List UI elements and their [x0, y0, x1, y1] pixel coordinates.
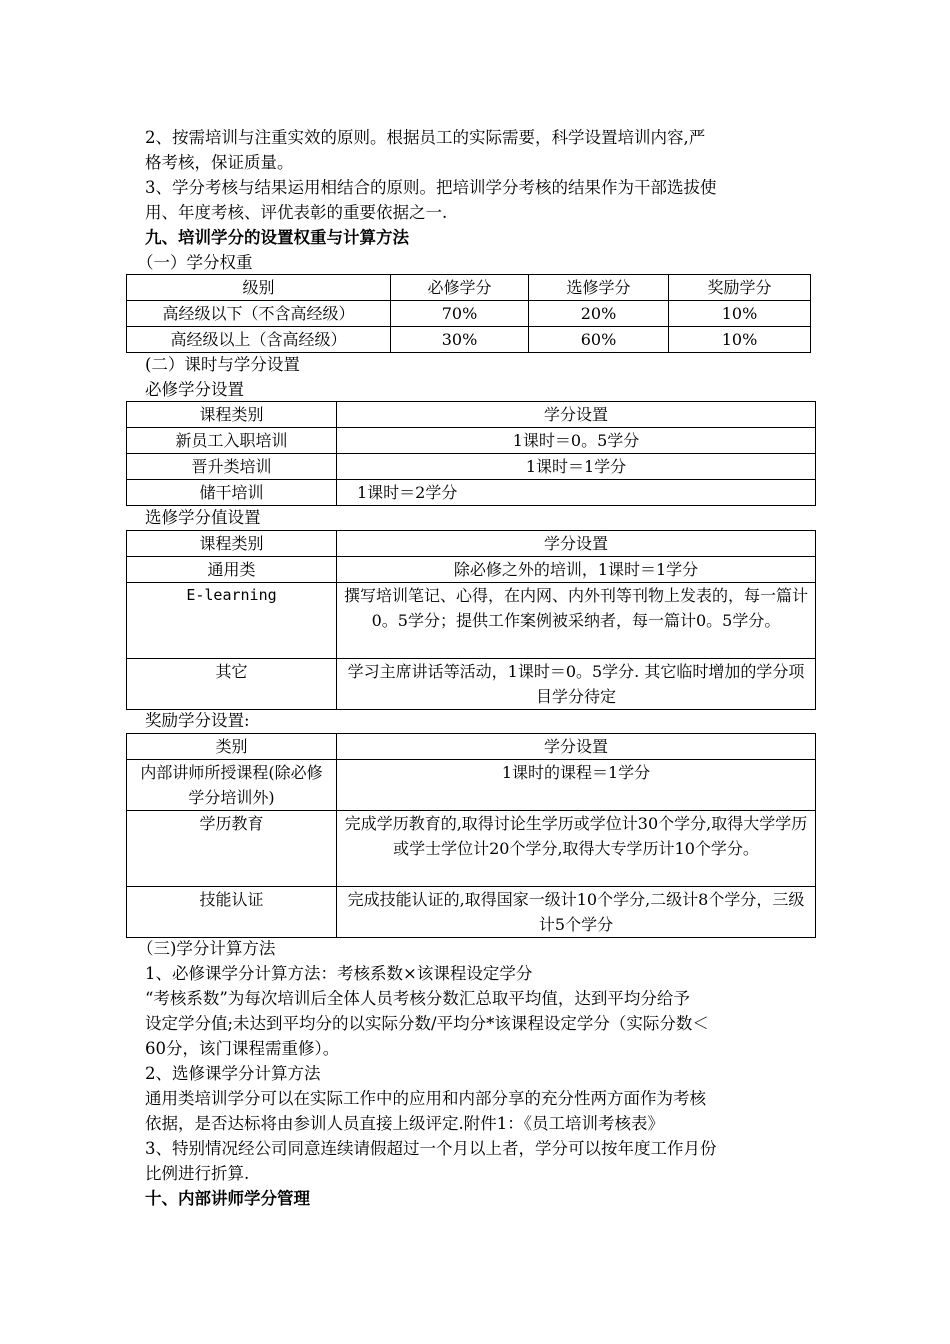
table-cell: 除必修之外的培训，1课时＝1学分: [337, 557, 816, 583]
label-reward-credits: 奖励学分设置:: [145, 711, 250, 730]
table-cell: 高经级以上（含高经级）: [127, 327, 391, 353]
table-header-cell: 选修学分: [529, 275, 669, 301]
paragraph-principle-3: 3、学分考核与结果运用相结合的原则。把培训学分考核的结果作为干部选拔使: [145, 178, 717, 197]
table-row: [127, 557, 816, 583]
table-cell: E-learning: [127, 583, 337, 659]
table-cell: 学习主席讲话等活动，1课时＝0。5学分. 其它临时增加的学分项目学分待定: [337, 659, 816, 710]
table-cell: 1课时＝0。5学分: [337, 428, 816, 454]
table-row: [127, 454, 816, 480]
table-cell: 晋升类培训: [127, 454, 337, 480]
table-cell: 其它: [127, 659, 337, 710]
table-cell: 20%: [529, 301, 669, 327]
section-heading-9: 九、培训学分的设置权重与计算方法: [145, 228, 409, 247]
subheading-weight: （一）学分权重: [137, 253, 253, 272]
subheading-hours-credits: (二）课时与学分设置: [145, 355, 300, 374]
table-row: [127, 480, 816, 506]
subheading-calculation: （三)学分计算方法: [137, 939, 276, 958]
calc-required-text-cont: 设定学分值;未达到平均分的以实际分数/平均分*该课程设定学分（实际分数＜: [145, 1014, 709, 1033]
table-cell: 撰写培训笔记、心得，在内网、内外刊等刊物上发表的，每一篇计0。5学分；提供工作案例被采纳者，每一篇计0。5学分。: [337, 583, 816, 659]
label-required-credits: 必修学分设置: [145, 380, 244, 399]
table-row: [127, 659, 816, 710]
label-elective-credits: 选修学分值设置: [145, 508, 261, 527]
table-header-cell: 学分设置: [337, 734, 816, 760]
paragraph-principle-2: 2、按需培训与注重实效的原则。根据员工的实际需要，科学设置培训内容,严: [145, 128, 706, 147]
table-cell: 学历教育: [127, 811, 337, 887]
calc-elective-text-cont: 依据，是否达标将由参训人员直接上级评定.附件1：《员工培训考核表》: [145, 1114, 664, 1133]
calc-elective-title: 2、选修课学分计算方法: [145, 1064, 321, 1083]
table-row: [127, 811, 816, 887]
table-cell: 60%: [529, 327, 669, 353]
table-header-cell: 课程类别: [127, 402, 337, 428]
table-header-cell: 学分设置: [337, 402, 816, 428]
table-header-row: [127, 734, 816, 760]
table-cell: 70%: [391, 301, 529, 327]
table-cell: 完成学历教育的,取得讨论生学历或学位计30个学分,取得大学学历或学士学位计20个学分,取得大专学历计10个学分。: [337, 811, 816, 887]
table-header-cell: 类别: [127, 734, 337, 760]
table-cell: 30%: [391, 327, 529, 353]
calc-elective-text: 通用类培训学分可以在实际工作中的应用和内部分享的充分性两方面作为考核: [145, 1089, 706, 1108]
table-cell: 1课时＝2学分: [337, 480, 816, 506]
weight-table: [126, 274, 811, 353]
table-row: [127, 428, 816, 454]
table-header-row: [127, 531, 816, 557]
required-credits-table: [126, 401, 816, 506]
table-header-row: [127, 402, 816, 428]
table-header-cell: 奖励学分: [669, 275, 811, 301]
table-header-cell: 学分设置: [337, 531, 816, 557]
table-cell: 10%: [669, 327, 811, 353]
table-cell: 通用类: [127, 557, 337, 583]
table-cell: 完成技能认证的,取得国家一级计10个学分,二级计8个学分，三级计5个学分: [337, 887, 816, 938]
table-row: [127, 760, 816, 811]
calc-required-title: 1、必修课学分计算方法：考核系数×该课程设定学分: [145, 964, 533, 983]
table-cell: 10%: [669, 301, 811, 327]
table-cell: 新员工入职培训: [127, 428, 337, 454]
calc-special-case-cont: 比例进行折算.: [145, 1164, 250, 1183]
calc-required-text: “考核系数”为每次培训后全体人员考核分数汇总取平均值，达到平均分给予: [145, 989, 690, 1008]
table-cell: 1课时＝1学分: [337, 454, 816, 480]
table-cell: 储干培训: [127, 480, 337, 506]
table-cell: 1课时的课程＝1学分: [337, 760, 816, 811]
table-row: [127, 583, 816, 659]
table-header-row: [127, 275, 811, 301]
table-row: [127, 301, 811, 327]
paragraph-principle-3-cont: 用、年度考核、评优表彰的重要依据之一.: [145, 203, 448, 222]
calc-required-text-end: 60分，该门课程需重修）。: [145, 1039, 340, 1058]
paragraph-principle-2-cont: 格考核，保证质量。: [145, 153, 294, 172]
elective-credits-table: [126, 530, 816, 710]
reward-credits-table: [126, 733, 816, 938]
table-row: [127, 327, 811, 353]
table-header-cell: 级别: [127, 275, 391, 301]
calc-special-case: 3、特别情况经公司同意连续请假超过一个月以上者，学分可以按年度工作月份: [145, 1139, 717, 1158]
table-cell: 高经级以下（不含高经级）: [127, 301, 391, 327]
table-header-cell: 必修学分: [391, 275, 529, 301]
section-heading-10: 十、内部讲师学分管理: [145, 1189, 310, 1208]
table-cell: 技能认证: [127, 887, 337, 938]
table-row: [127, 887, 816, 938]
table-header-cell: 课程类别: [127, 531, 337, 557]
table-cell: 内部讲师所授课程(除必修学分培训外): [127, 760, 337, 811]
